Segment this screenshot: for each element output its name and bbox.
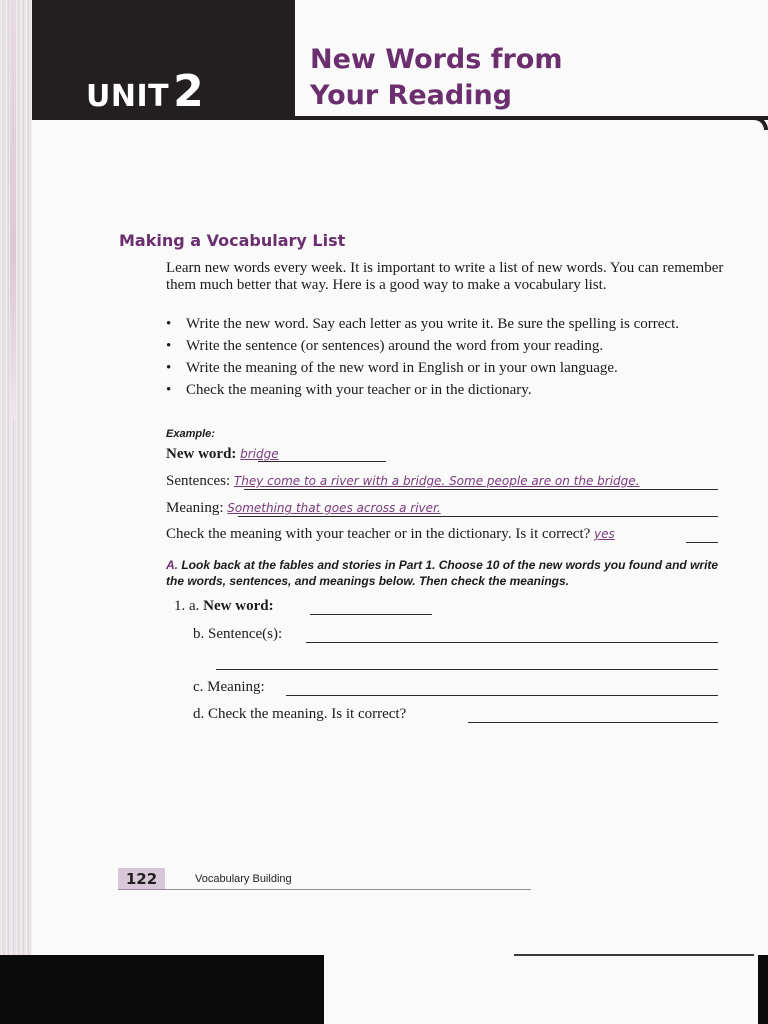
exercise-letter: A. [166, 558, 178, 572]
bullet-text: Write the sentence (or sentences) around the word from your reading. [186, 338, 604, 354]
bullet-icon: • [166, 382, 172, 398]
header-rule [295, 116, 768, 120]
example-meaning [166, 500, 441, 517]
page-title-line-2: Your Reading [310, 80, 513, 111]
new-word-answer-line[interactable] [310, 614, 432, 615]
page-title [310, 42, 562, 114]
part-b-label: b. [193, 626, 205, 642]
sentences-label: Sentences: [166, 473, 231, 489]
page-bottom [324, 952, 768, 1024]
section-heading: Making a Vocabulary List [119, 231, 346, 250]
sentences-value: They come to a river with a bridge. Some people are on the bridge. [233, 474, 640, 488]
instructions-list [166, 316, 726, 404]
page-fold-line [514, 954, 754, 956]
new-word-label: New word: [166, 446, 237, 462]
list-item [166, 316, 726, 333]
sentences-answer-line-1[interactable] [306, 642, 718, 643]
new-word-value: bridge [240, 447, 279, 461]
example-label: Example: [166, 428, 215, 440]
check-value: yes [594, 527, 615, 541]
exercise-instruction [166, 557, 726, 589]
bullet-icon: • [166, 360, 172, 376]
meaning-line [238, 516, 718, 517]
bullet-text: Check the meaning with your teacher or in the dictionary. [186, 382, 532, 398]
exercise-instruction-text: Look back at the fables and stories in Part 1. Choose 10 of the new words you found and write the words, sentences, and meanings below. Then check the meanings. [166, 558, 719, 588]
part-a-label: a. [189, 598, 200, 614]
list-item [166, 338, 726, 355]
sentences-prompt: Sentence(s): [208, 626, 283, 642]
binder-clip [758, 955, 768, 1024]
page-title-line-1: New Words from [310, 44, 563, 75]
exercise-item-a [174, 598, 274, 615]
list-item [166, 382, 726, 399]
page-edge-tint [10, 0, 16, 420]
bullet-icon: • [166, 338, 172, 354]
sentences-answer-line-2[interactable] [216, 669, 718, 670]
part-d-label: d. [193, 706, 205, 722]
item-number: 1. [174, 598, 186, 614]
footer-section-title: Vocabulary Building [195, 873, 292, 885]
meaning-label: Meaning: [166, 500, 224, 516]
meaning-prompt: Meaning: [207, 679, 265, 695]
unit-label [86, 66, 204, 117]
list-item [166, 360, 726, 377]
book-page-edges [0, 0, 32, 960]
check-label: Check the meaning with your teacher or in the dictionary. Is it correct? [166, 526, 591, 542]
exercise-item-d [193, 706, 406, 723]
new-word-line [258, 461, 386, 462]
meaning-answer-line[interactable] [286, 695, 718, 696]
intro-paragraph: Learn new words every week. It is important to write a list of new words. You can remember them much better that way. Here is a good way to make a vocabulary list. [166, 260, 724, 293]
exercise-item-c [193, 679, 265, 696]
part-c-label: c. [193, 679, 204, 695]
unit-number: 2 [173, 66, 205, 117]
example-sentences [166, 473, 639, 490]
scan-background [0, 955, 324, 1024]
check-prompt: Check the meaning. Is it correct? [208, 706, 407, 722]
bullet-text: Write the meaning of the new word in English or in your own language. [186, 360, 618, 376]
unit-word: UNIT [86, 79, 170, 114]
check-line [686, 542, 718, 543]
bullet-icon: • [166, 316, 172, 332]
page-number: 122 [118, 868, 165, 890]
exercise-item-b [193, 626, 282, 643]
new-word-prompt: New word: [203, 598, 274, 614]
check-answer-line[interactable] [468, 722, 718, 723]
sentences-line [244, 489, 718, 490]
bullet-text: Write the new word. Say each letter as you write it. Be sure the spelling is correct. [186, 316, 679, 332]
meaning-value: Something that goes across a river. [227, 501, 441, 515]
footer-rule [118, 889, 531, 890]
example-check [166, 526, 615, 543]
